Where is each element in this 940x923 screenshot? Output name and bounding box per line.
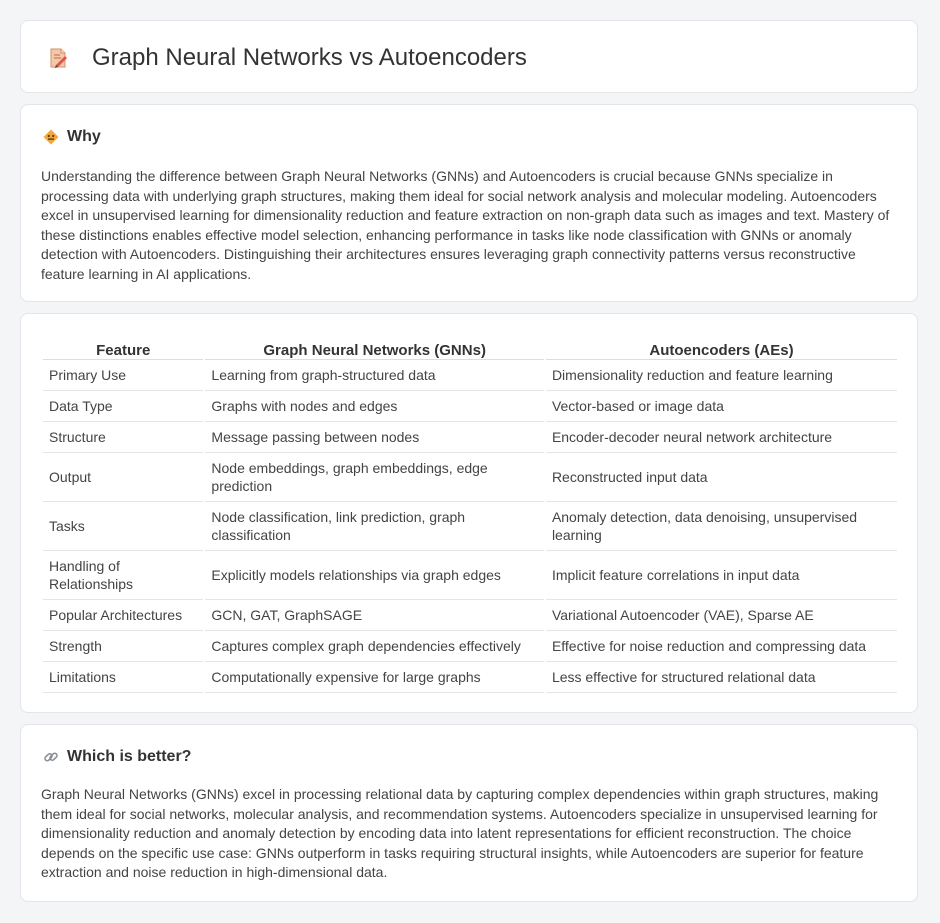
table-row: [43, 360, 897, 391]
why-header: [43, 127, 101, 147]
feature-cell: Tasks: [43, 502, 203, 551]
gnn-cell: Graphs with nodes and edges: [205, 391, 544, 422]
autoencoder-cell: Dimensionality reduction and feature learning: [546, 360, 897, 391]
better-header: [43, 747, 191, 767]
table-header-row: [43, 334, 897, 360]
column-header-feature: Feature: [43, 334, 203, 360]
autoencoder-cell: Variational Autoencoder (VAE), Sparse AE: [546, 600, 897, 631]
why-section: [20, 104, 918, 302]
diamond-warning-icon: [43, 129, 59, 145]
feature-cell: Output: [43, 453, 203, 502]
gnn-cell: GCN, GAT, GraphSAGE: [205, 600, 544, 631]
autoencoder-cell: Encoder-decoder neural network architecture: [546, 422, 897, 453]
table-row: [43, 453, 897, 502]
comparison-table: [41, 334, 899, 693]
column-header-gnn: Graph Neural Networks (GNNs): [205, 334, 544, 360]
table-row: [43, 391, 897, 422]
autoencoder-cell: Implicit feature correlations in input data: [546, 551, 897, 600]
table-row: [43, 662, 897, 693]
gnn-cell: Learning from graph-structured data: [205, 360, 544, 391]
table-row: [43, 551, 897, 600]
better-heading: Which is better?: [67, 748, 192, 765]
page-title: Graph Neural Networks vs Autoencoders: [92, 44, 527, 71]
autoencoder-cell: Less effective for structured relational data: [546, 662, 897, 693]
autoencoder-cell: Reconstructed input data: [546, 453, 897, 502]
feature-cell: Primary Use: [43, 360, 203, 391]
gnn-cell: Captures complex graph dependencies effectively: [205, 631, 544, 662]
table-row: [43, 631, 897, 662]
feature-cell: Popular Architectures: [43, 600, 203, 631]
why-text: Understanding the difference between Graph Neural Networks (GNNs) and Autoencoders is crucial because GNNs specialize in processing data with underlying graph structures, making them ideal for social network analysis and molecular modeling. Autoencoders excel in unsupervised learning for dimensionality reduction and feature extraction on non-graph data such as images and text. Mastery of these distinctions enables effective model selection, enhancing performance in tasks like node classification with GNNs or anomaly detection with Autoencoders. Distinguishing their architectures ensures leveraging graph connectivity patterns versus reconstructive feature learning in AI applications.: [41, 168, 890, 282]
document-pencil-icon: [47, 47, 69, 69]
gnn-cell: Explicitly models relationships via graph edges: [205, 551, 544, 600]
autoencoder-cell: Anomaly detection, data denoising, unsupervised learning: [546, 502, 897, 551]
why-heading: Why: [67, 128, 101, 145]
feature-cell: Handling of Relationships: [43, 551, 203, 600]
autoencoder-cell: Effective for noise reduction and compressing data: [546, 631, 897, 662]
gnn-cell: Message passing between nodes: [205, 422, 544, 453]
feature-cell: Strength: [43, 631, 203, 662]
gnn-cell: Node embeddings, graph embeddings, edge prediction: [205, 453, 544, 502]
column-header-autoencoder: Autoencoders (AEs): [546, 334, 897, 360]
feature-cell: Limitations: [43, 662, 203, 693]
title-card: [20, 20, 918, 93]
table-row: [43, 502, 897, 551]
which-is-better-section: [20, 724, 918, 902]
better-text: Graph Neural Networks (GNNs) excel in processing relational data by capturing complex dependencies within graph structures, making them ideal for social networks, molecular analysis, and recommendation systems. Autoencoders specialize in unsupervised learning for dimensionality reduction and anomaly detection by encoding data into latent representations for efficient reconstruction. The choice depends on the specific use case: GNNs outperform in tasks requiring structural insights, while Autoencoders are superior for feature extraction and noise reduction in high-dimensional data.: [41, 786, 879, 880]
feature-cell: Structure: [43, 422, 203, 453]
gnn-cell: Computationally expensive for large graphs: [205, 662, 544, 693]
link-icon: [43, 749, 59, 765]
table-row: [43, 600, 897, 631]
autoencoder-cell: Vector-based or image data: [546, 391, 897, 422]
table-row: [43, 422, 897, 453]
feature-cell: Data Type: [43, 391, 203, 422]
gnn-cell: Node classification, link prediction, graph classification: [205, 502, 544, 551]
comparison-table-card: [20, 313, 918, 713]
